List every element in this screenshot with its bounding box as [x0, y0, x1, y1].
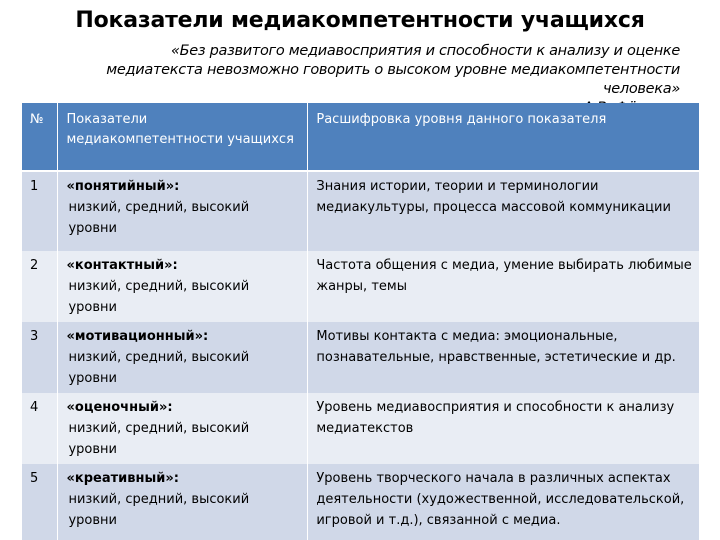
indicator-name: «оценочный»: [66, 400, 173, 415]
table-row [22, 393, 700, 464]
indicator-name: «мотивационный»: [66, 329, 209, 344]
row-description: Мотивы контакта с медиа: эмоциональные, познавательные, нравственные, эстетические и др. [308, 322, 700, 393]
indicator-levels: низкий, средний, высокий уровни [68, 421, 250, 457]
indicators-table [22, 103, 700, 540]
table-row [22, 171, 700, 251]
indicator-name: «креативный»: [66, 471, 179, 486]
slide-title: Показатели медиакомпетентности учащихся [75, 8, 645, 33]
row-indicator [58, 464, 308, 540]
row-description: Уровень медиавосприятия и способности к анализу медиатекстов [308, 393, 700, 464]
row-description: Знания истории, теории и терминологии медиакультуры, процесса массовой коммуникации [308, 171, 700, 251]
indicator-levels: низкий, средний, высокий уровни [68, 200, 250, 236]
indicator-name: «контактный»: [66, 258, 178, 273]
header-indicator: Показатели медиакомпетентности учащихся [58, 103, 308, 171]
table-row [22, 464, 700, 540]
header-number: № [22, 103, 58, 171]
row-number: 1 [22, 171, 58, 251]
row-description: Уровень творческого начала в различных аспектах деятельности (художественной, исследовательской, игровой и т.д.), связанной с медиа. [308, 464, 700, 540]
row-indicator [58, 171, 308, 251]
epigraph-line-1: «Без развитого медиавосприятия и способности к анализу и оценке медиатекста [106, 43, 680, 78]
row-indicator [58, 251, 308, 322]
row-number: 2 [22, 251, 58, 322]
row-number: 4 [22, 393, 58, 464]
indicator-levels: низкий, средний, высокий уровни [68, 492, 250, 528]
table-row [22, 322, 700, 393]
row-indicator [58, 393, 308, 464]
indicator-levels: низкий, средний, высокий уровни [68, 279, 250, 315]
header-description: Расшифровка уровня данного показателя [308, 103, 700, 171]
epigraph-line-2: невозможно говорить о высоком уровне медиакомпетентности человека» [206, 62, 680, 97]
row-number: 5 [22, 464, 58, 540]
row-indicator [58, 322, 308, 393]
table-row [22, 251, 700, 322]
indicator-levels: низкий, средний, высокий уровни [68, 350, 250, 386]
table-header-row [22, 103, 700, 171]
row-number: 3 [22, 322, 58, 393]
indicator-name: «понятийный»: [66, 179, 180, 194]
row-description: Частота общения с медиа, умение выбирать любимые жанры, темы [308, 251, 700, 322]
